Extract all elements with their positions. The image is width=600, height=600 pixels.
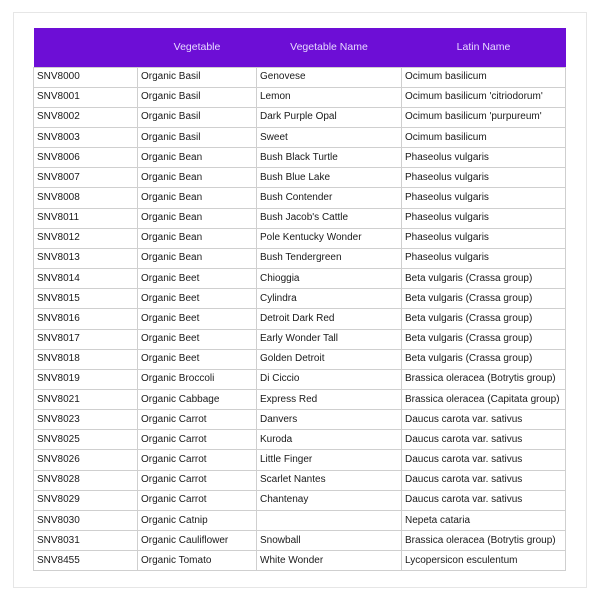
cell-vegetable: Organic Beet xyxy=(138,289,257,309)
cell-vegetable: Organic Carrot xyxy=(138,410,257,430)
cell-vegetable-name: Express Red xyxy=(257,390,402,410)
table-row xyxy=(34,450,566,470)
cell-latin-name: Ocimum basilicum xyxy=(402,127,566,147)
cell-vegetable-name: Bush Blue Lake xyxy=(257,168,402,188)
cell-code: SNV8018 xyxy=(34,349,138,369)
cell-code: SNV8014 xyxy=(34,269,138,289)
cell-code: SNV8001 xyxy=(34,87,138,107)
cell-vegetable-name: Danvers xyxy=(257,410,402,430)
table-row xyxy=(34,208,566,228)
cell-latin-name: Daucus carota var. sativus xyxy=(402,490,566,510)
table-row xyxy=(34,269,566,289)
cell-vegetable-name: Cylindra xyxy=(257,289,402,309)
cell-vegetable: Organic Cabbage xyxy=(138,390,257,410)
table-row xyxy=(34,67,566,87)
cell-vegetable-name: Pole Kentucky Wonder xyxy=(257,228,402,248)
cell-vegetable-name: Chioggia xyxy=(257,269,402,289)
cell-code: SNV8023 xyxy=(34,410,138,430)
cell-code: SNV8002 xyxy=(34,107,138,127)
table-row xyxy=(34,248,566,268)
cell-code: SNV8008 xyxy=(34,188,138,208)
table-row xyxy=(34,470,566,490)
table-row xyxy=(34,329,566,349)
header-row xyxy=(34,28,566,67)
vegetable-table xyxy=(33,28,566,571)
cell-vegetable: Organic Carrot xyxy=(138,450,257,470)
cell-vegetable: Organic Carrot xyxy=(138,430,257,450)
cell-code: SNV8012 xyxy=(34,228,138,248)
table-row xyxy=(34,168,566,188)
cell-latin-name: Beta vulgaris (Crassa group) xyxy=(402,289,566,309)
cell-latin-name: Ocimum basilicum 'purpureum' xyxy=(402,107,566,127)
table-row xyxy=(34,551,566,571)
table-row xyxy=(34,410,566,430)
cell-vegetable: Organic Basil xyxy=(138,107,257,127)
cell-latin-name: Daucus carota var. sativus xyxy=(402,410,566,430)
table-row xyxy=(34,228,566,248)
header-cell-code xyxy=(34,28,138,67)
cell-vegetable: Organic Carrot xyxy=(138,490,257,510)
cell-vegetable: Organic Carrot xyxy=(138,470,257,490)
cell-code: SNV8000 xyxy=(34,67,138,87)
cell-latin-name: Phaseolus vulgaris xyxy=(402,228,566,248)
cell-vegetable: Organic Bean xyxy=(138,188,257,208)
cell-latin-name: Phaseolus vulgaris xyxy=(402,188,566,208)
cell-vegetable-name: Golden Detroit xyxy=(257,349,402,369)
cell-vegetable-name: Dark Purple Opal xyxy=(257,107,402,127)
table-row xyxy=(34,349,566,369)
cell-vegetable: Organic Beet xyxy=(138,309,257,329)
cell-vegetable-name: White Wonder xyxy=(257,551,402,571)
cell-vegetable: Organic Bean xyxy=(138,148,257,168)
cell-latin-name: Lycopersicon esculentum xyxy=(402,551,566,571)
cell-latin-name: Phaseolus vulgaris xyxy=(402,248,566,268)
table-row xyxy=(34,510,566,530)
cell-latin-name: Phaseolus vulgaris xyxy=(402,148,566,168)
cell-code: SNV8021 xyxy=(34,390,138,410)
cell-vegetable-name: Little Finger xyxy=(257,450,402,470)
cell-vegetable-name: Sweet xyxy=(257,127,402,147)
cell-vegetable: Organic Beet xyxy=(138,329,257,349)
cell-code: SNV8019 xyxy=(34,369,138,389)
cell-latin-name: Brassica oleracea (Botrytis group) xyxy=(402,369,566,389)
table-row xyxy=(34,430,566,450)
cell-latin-name: Beta vulgaris (Crassa group) xyxy=(402,329,566,349)
cell-vegetable: Organic Basil xyxy=(138,87,257,107)
cell-vegetable: Organic Broccoli xyxy=(138,369,257,389)
cell-code: SNV8016 xyxy=(34,309,138,329)
cell-code: SNV8011 xyxy=(34,208,138,228)
cell-latin-name: Daucus carota var. sativus xyxy=(402,450,566,470)
table-body xyxy=(34,67,566,571)
cell-vegetable: Organic Catnip xyxy=(138,510,257,530)
cell-vegetable: Organic Bean xyxy=(138,208,257,228)
cell-code: SNV8031 xyxy=(34,531,138,551)
table-row xyxy=(34,127,566,147)
cell-latin-name: Beta vulgaris (Crassa group) xyxy=(402,349,566,369)
cell-code: SNV8015 xyxy=(34,289,138,309)
table-row xyxy=(34,309,566,329)
cell-latin-name: Brassica oleracea (Botrytis group) xyxy=(402,531,566,551)
cell-vegetable-name xyxy=(257,510,402,530)
table-row xyxy=(34,148,566,168)
cell-code: SNV8026 xyxy=(34,450,138,470)
table-row xyxy=(34,490,566,510)
cell-vegetable-name: Genovese xyxy=(257,67,402,87)
cell-vegetable: Organic Bean xyxy=(138,168,257,188)
cell-latin-name: Brassica oleracea (Capitata group) xyxy=(402,390,566,410)
cell-latin-name: Beta vulgaris (Crassa group) xyxy=(402,269,566,289)
table-row xyxy=(34,87,566,107)
table-row xyxy=(34,390,566,410)
cell-code: SNV8003 xyxy=(34,127,138,147)
cell-code: SNV8025 xyxy=(34,430,138,450)
table-row xyxy=(34,531,566,551)
cell-vegetable-name: Kuroda xyxy=(257,430,402,450)
cell-vegetable: Organic Basil xyxy=(138,127,257,147)
cell-code: SNV8017 xyxy=(34,329,138,349)
cell-latin-name: Daucus carota var. sativus xyxy=(402,470,566,490)
cell-code: SNV8029 xyxy=(34,490,138,510)
cell-vegetable-name: Chantenay xyxy=(257,490,402,510)
cell-code: SNV8013 xyxy=(34,248,138,268)
cell-vegetable-name: Early Wonder Tall xyxy=(257,329,402,349)
cell-vegetable: Organic Cauliflower xyxy=(138,531,257,551)
cell-code: SNV8007 xyxy=(34,168,138,188)
cell-latin-name: Ocimum basilicum 'citriodorum' xyxy=(402,87,566,107)
header-cell-vegetable-name: Vegetable Name xyxy=(290,41,368,54)
cell-vegetable-name: Bush Black Turtle xyxy=(257,148,402,168)
cell-latin-name: Nepeta cataria xyxy=(402,510,566,530)
cell-vegetable: Organic Tomato xyxy=(138,551,257,571)
cell-vegetable-name: Bush Jacob's Cattle xyxy=(257,208,402,228)
cell-vegetable: Organic Bean xyxy=(138,228,257,248)
cell-vegetable-name: Bush Contender xyxy=(257,188,402,208)
cell-latin-name: Beta vulgaris (Crassa group) xyxy=(402,309,566,329)
cell-latin-name: Daucus carota var. sativus xyxy=(402,430,566,450)
table-row xyxy=(34,369,566,389)
cell-vegetable-name: Lemon xyxy=(257,87,402,107)
cell-vegetable-name: Scarlet Nantes xyxy=(257,470,402,490)
cell-vegetable: Organic Beet xyxy=(138,349,257,369)
header-cell-vegetable: Vegetable xyxy=(173,41,221,54)
cell-latin-name: Phaseolus vulgaris xyxy=(402,208,566,228)
cell-code: SNV8006 xyxy=(34,148,138,168)
header-cell-latin-name: Latin Name xyxy=(456,41,511,54)
cell-latin-name: Ocimum basilicum xyxy=(402,67,566,87)
cell-vegetable-name: Snowball xyxy=(257,531,402,551)
cell-vegetable: Organic Beet xyxy=(138,269,257,289)
table-row xyxy=(34,188,566,208)
cell-vegetable: Organic Bean xyxy=(138,248,257,268)
cell-vegetable-name: Bush Tendergreen xyxy=(257,248,402,268)
cell-vegetable-name: Di Ciccio xyxy=(257,369,402,389)
cell-latin-name: Phaseolus vulgaris xyxy=(402,168,566,188)
table-row xyxy=(34,107,566,127)
table-row xyxy=(34,289,566,309)
cell-code: SNV8028 xyxy=(34,470,138,490)
cell-code: SNV8030 xyxy=(34,510,138,530)
cell-code: SNV8455 xyxy=(34,551,138,571)
cell-vegetable: Organic Basil xyxy=(138,67,257,87)
cell-vegetable-name: Detroit Dark Red xyxy=(257,309,402,329)
